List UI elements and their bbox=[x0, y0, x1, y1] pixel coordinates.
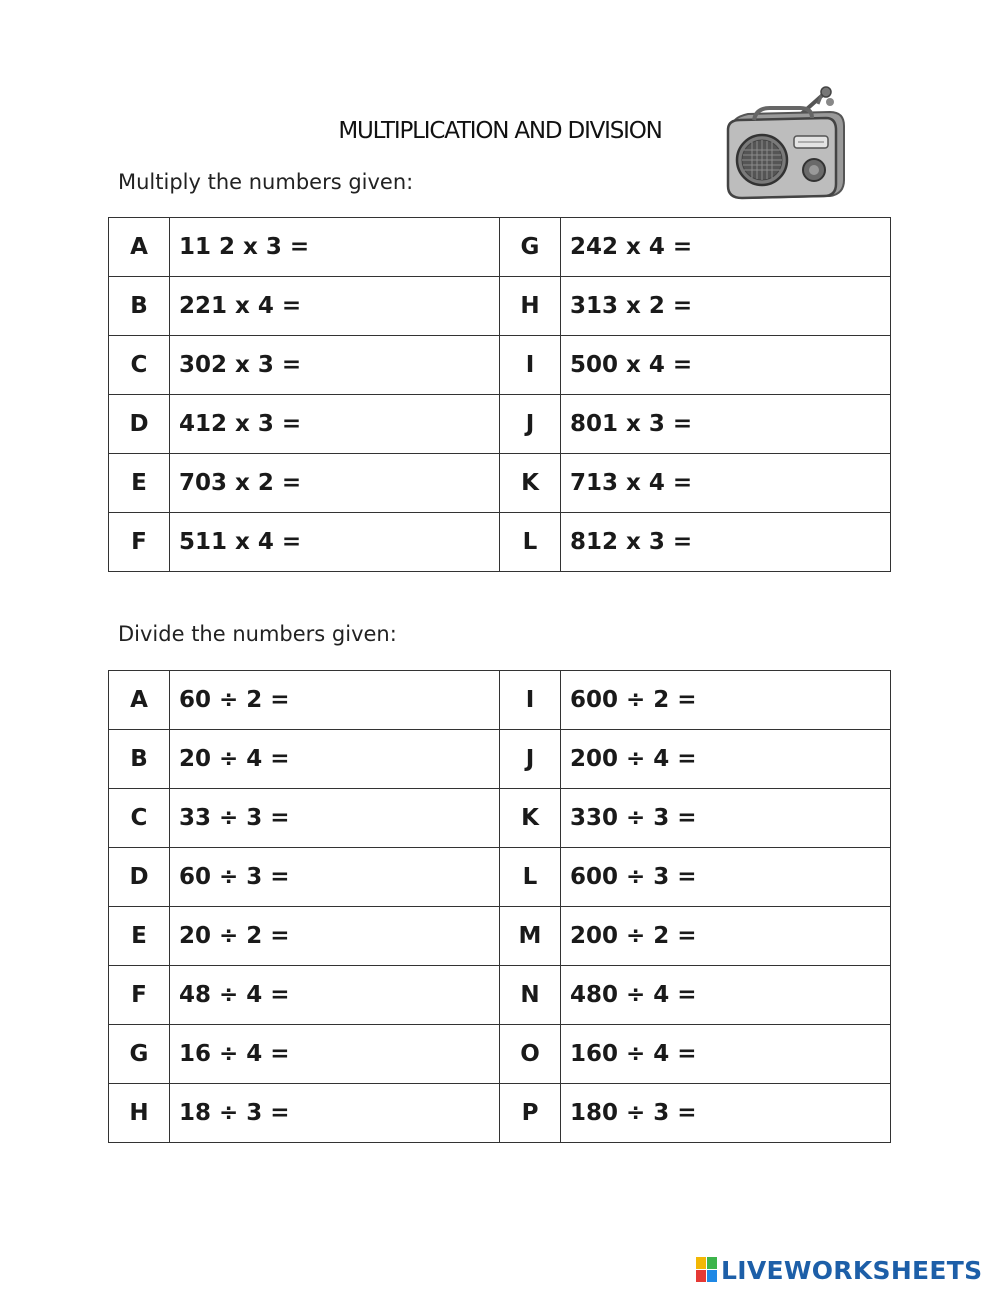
table-row bbox=[109, 730, 891, 789]
multiply-instruction: Multiply the numbers given: bbox=[118, 170, 414, 194]
row-letter: A bbox=[109, 218, 170, 277]
row-letter: M bbox=[500, 907, 561, 966]
problem-cell[interactable]: 242 x 4 = bbox=[561, 218, 891, 277]
table-row bbox=[109, 218, 891, 277]
divide-instruction: Divide the numbers given: bbox=[118, 622, 397, 646]
problem-cell[interactable]: 412 x 3 = bbox=[170, 395, 500, 454]
row-letter: P bbox=[500, 1084, 561, 1143]
division-table bbox=[108, 670, 891, 1143]
problem-cell[interactable]: 16 ÷ 4 = bbox=[170, 1025, 500, 1084]
row-letter: C bbox=[109, 789, 170, 848]
problem-cell[interactable]: 18 ÷ 3 = bbox=[170, 1084, 500, 1143]
row-letter: F bbox=[109, 966, 170, 1025]
row-letter: N bbox=[500, 966, 561, 1025]
table-row bbox=[109, 671, 891, 730]
problem-cell[interactable]: 20 ÷ 2 = bbox=[170, 907, 500, 966]
row-letter: A bbox=[109, 671, 170, 730]
problem-cell[interactable]: 480 ÷ 4 = bbox=[561, 966, 891, 1025]
problem-cell[interactable]: 703 x 2 = bbox=[170, 454, 500, 513]
brand-name: LIVEWORKSHEETS bbox=[721, 1255, 983, 1285]
table-row bbox=[109, 277, 891, 336]
row-letter: B bbox=[109, 277, 170, 336]
row-letter: J bbox=[500, 395, 561, 454]
row-letter: J bbox=[500, 730, 561, 789]
table-row bbox=[109, 789, 891, 848]
problem-cell[interactable]: 600 ÷ 2 = bbox=[561, 671, 891, 730]
problem-cell[interactable]: 160 ÷ 4 = bbox=[561, 1025, 891, 1084]
problem-cell[interactable]: 20 ÷ 4 = bbox=[170, 730, 500, 789]
problem-cell[interactable]: 60 ÷ 3 = bbox=[170, 848, 500, 907]
table-row bbox=[109, 513, 891, 572]
table-row bbox=[109, 1084, 891, 1143]
problem-cell[interactable]: 11 2 x 3 = bbox=[170, 218, 500, 277]
problem-cell[interactable]: 812 x 3 = bbox=[561, 513, 891, 572]
problem-cell[interactable]: 713 x 4 = bbox=[561, 454, 891, 513]
page-title: MULTIPLICATION AND DIVISION bbox=[338, 118, 662, 144]
table-row bbox=[109, 454, 891, 513]
table-row bbox=[109, 336, 891, 395]
problem-cell[interactable]: 511 x 4 = bbox=[170, 513, 500, 572]
problem-cell[interactable]: 180 ÷ 3 = bbox=[561, 1084, 891, 1143]
liveworksheets-logo-icon bbox=[696, 1257, 718, 1283]
problem-cell[interactable]: 302 x 3 = bbox=[170, 336, 500, 395]
row-letter: H bbox=[500, 277, 561, 336]
row-letter: K bbox=[500, 454, 561, 513]
row-letter: G bbox=[109, 1025, 170, 1084]
table-row bbox=[109, 395, 891, 454]
row-letter: G bbox=[500, 218, 561, 277]
problem-cell[interactable]: 33 ÷ 3 = bbox=[170, 789, 500, 848]
row-letter: E bbox=[109, 454, 170, 513]
problem-cell[interactable]: 313 x 2 = bbox=[561, 277, 891, 336]
problem-cell[interactable]: 221 x 4 = bbox=[170, 277, 500, 336]
row-letter: C bbox=[109, 336, 170, 395]
row-letter: D bbox=[109, 848, 170, 907]
problem-cell[interactable]: 600 ÷ 3 = bbox=[561, 848, 891, 907]
problem-cell[interactable]: 60 ÷ 2 = bbox=[170, 671, 500, 730]
row-letter: H bbox=[109, 1084, 170, 1143]
radio-icon bbox=[718, 84, 852, 204]
table-row bbox=[109, 907, 891, 966]
row-letter: L bbox=[500, 513, 561, 572]
row-letter: K bbox=[500, 789, 561, 848]
problem-cell[interactable]: 330 ÷ 3 = bbox=[561, 789, 891, 848]
row-letter: O bbox=[500, 1025, 561, 1084]
row-letter: F bbox=[109, 513, 170, 572]
problem-cell[interactable]: 500 x 4 = bbox=[561, 336, 891, 395]
problem-cell[interactable]: 200 ÷ 4 = bbox=[561, 730, 891, 789]
problem-cell[interactable]: 801 x 3 = bbox=[561, 395, 891, 454]
row-letter: L bbox=[500, 848, 561, 907]
row-letter: E bbox=[109, 907, 170, 966]
table-row bbox=[109, 1025, 891, 1084]
table-row bbox=[109, 848, 891, 907]
problem-cell[interactable]: 48 ÷ 4 = bbox=[170, 966, 500, 1025]
row-letter: D bbox=[109, 395, 170, 454]
row-letter: B bbox=[109, 730, 170, 789]
row-letter: I bbox=[500, 336, 561, 395]
multiplication-table bbox=[108, 217, 891, 572]
liveworksheets-brand[interactable] bbox=[696, 1254, 982, 1286]
table-row bbox=[109, 966, 891, 1025]
problem-cell[interactable]: 200 ÷ 2 = bbox=[561, 907, 891, 966]
row-letter: I bbox=[500, 671, 561, 730]
